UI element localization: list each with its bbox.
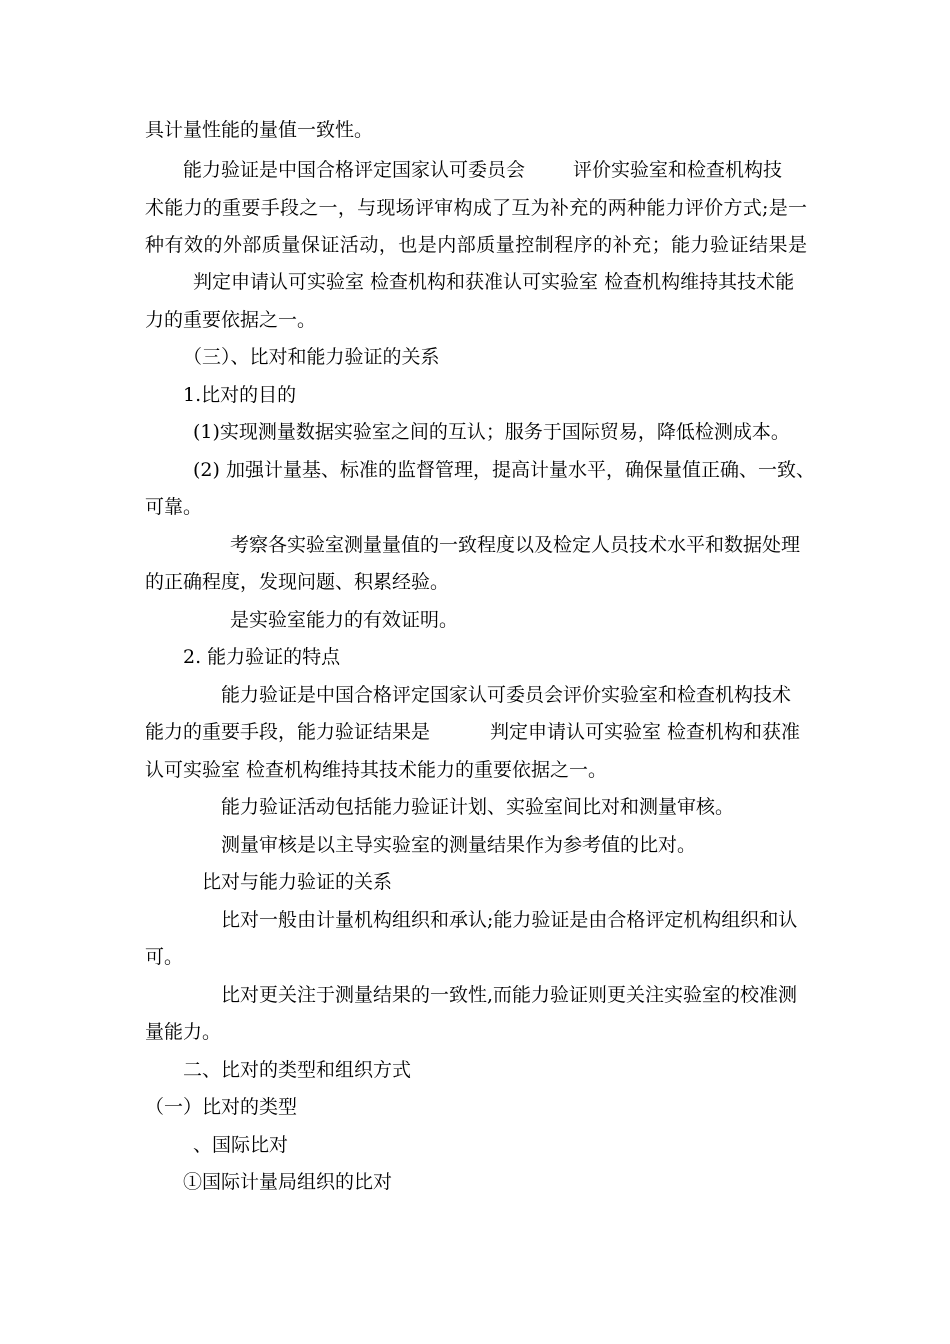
subsection-heading: 2. 能力验证的特点 [183, 646, 341, 668]
text-line: (1)实现测量数据实验室之间的互认；服务于国际贸易，降低检测成本。 [193, 421, 790, 443]
section-heading: （三）、比对和能力验证的关系 [183, 346, 440, 368]
text-line: 能力验证是中国合格评定国家认可委员会评价实验室和检查机构技术 [221, 684, 792, 706]
text-line: 具计量性能的量值一致性。 [145, 119, 374, 141]
text-segment: 能力的重要手段，能力验证结果是 [145, 721, 431, 743]
text-line: 术能力的重要手段之一，与现场评审构成了互为补充的两种能力评价方式;是一 [145, 197, 807, 219]
text-segment: 判定申请认可实验室 检查机构和获准 [490, 721, 801, 743]
text-line: 力的重要依据之一。 [145, 309, 317, 331]
subsection-heading: 、国际比对 [193, 1134, 289, 1156]
text-line: 可。 [145, 946, 184, 968]
section-heading: 二、比对的类型和组织方式 [183, 1059, 412, 1081]
subsection-heading: 1.比对的目的 [183, 384, 297, 406]
text-line: 量能力。 [145, 1021, 222, 1043]
text-line [183, 158, 782, 182]
text-line: 考察各实验室测量量值的一致程度以及检定人员技术水平和数据处理 [230, 534, 801, 556]
subsection-heading: （一）比对的类型 [145, 1096, 298, 1118]
text-segment: 评价实验室和检查机构技 [573, 159, 783, 181]
text-line: 种有效的外部质量保证活动，也是内部质量控制程序的补充；能力验证结果是 [145, 234, 807, 256]
list-item: ①国际计量局组织的比对 [183, 1171, 393, 1193]
text-line: 是实验室能力的有效证明。 [230, 609, 459, 631]
text-line: 比对更关注于测量结果的一致性,而能力验证则更关注实验室的校准测 [221, 984, 798, 1006]
text-line: 认可实验室 检查机构维持其技术能力的重要依据之一。 [145, 759, 608, 781]
text-line: 可靠。 [145, 496, 203, 518]
subsection-heading: 比对与能力验证的关系 [202, 871, 393, 893]
text-line: 判定申请认可实验室 检查机构和获准认可实验室 检查机构维持其技术能 [193, 271, 795, 293]
text-line: 测量审核是以主导实验室的测量结果作为参考值的比对。 [221, 834, 697, 856]
text-line: 的正确程度，发现问题、积累经验。 [145, 571, 450, 593]
text-line: 比对一般由计量机构组织和承认;能力验证是由合格评定机构组织和认 [221, 909, 798, 931]
text-line: 能力验证活动包括能力验证计划、实验室间比对和测量审核。 [221, 796, 735, 818]
text-line [145, 720, 800, 744]
text-line: (2) 加强计量基、标准的监督管理，提高计量水平，确保量值正确、一致、 [193, 459, 815, 481]
text-segment: 能力验证是中国合格评定国家认可委员会 [183, 159, 526, 181]
